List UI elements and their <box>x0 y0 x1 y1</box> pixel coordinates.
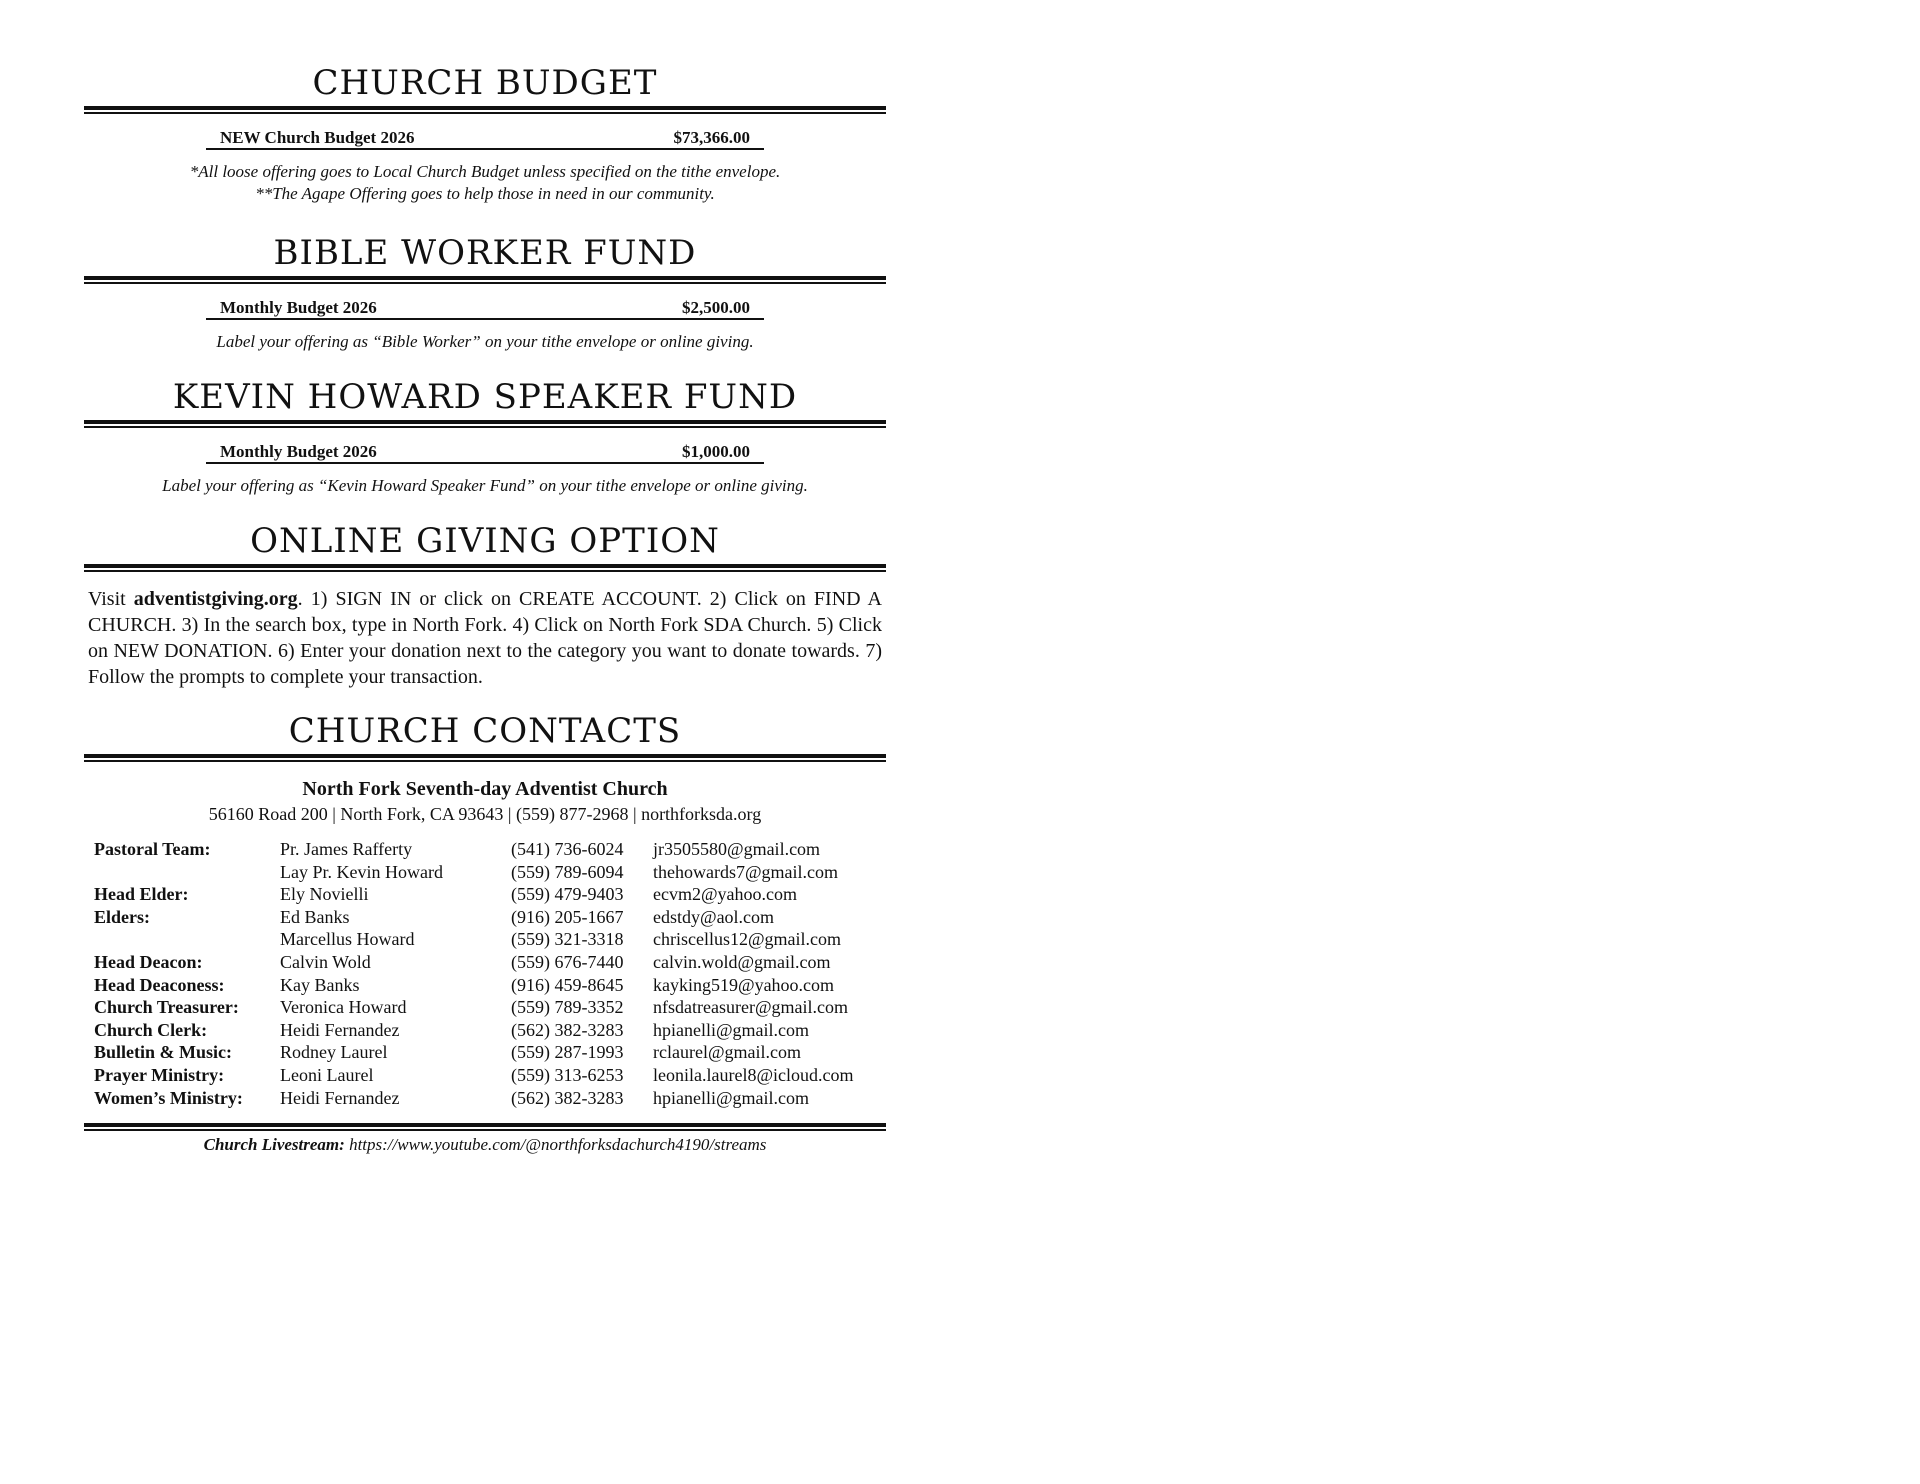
church-address: 56160 Road 200 | North Fork, CA 93643 | (559) 877-2968 | northforksda.org <box>208 804 762 824</box>
contact-email[interactable]: calvin.wold@gmail.com <box>653 951 831 972</box>
loose-offering-note: *All loose offering goes to Local Church Budget unless specified on the tithe envelope. <box>189 162 781 181</box>
section-divider <box>84 564 886 572</box>
contact-role <box>94 861 280 884</box>
contact-row <box>94 928 854 951</box>
contact-email[interactable]: hpianelli@gmail.com <box>653 1087 810 1108</box>
contact-name: Lay Pr. Kevin Howard <box>280 861 443 882</box>
contact-role: Head Deaconess: <box>94 974 225 995</box>
contact-name: Rodney Laurel <box>280 1042 388 1063</box>
contact-phone: (559) 313-6253 <box>511 1064 624 1085</box>
contact-role: Church Clerk: <box>94 1019 208 1040</box>
contact-phone: (562) 382-3283 <box>511 1087 624 1108</box>
contact-phone: (559) 321-3318 <box>511 929 624 950</box>
contact-row <box>94 1087 854 1110</box>
bible-worker-label: Monthly Budget 2026 <box>220 298 377 317</box>
contact-name: Ely Novielli <box>280 884 369 905</box>
contact-phone: (916) 459-8645 <box>511 974 624 995</box>
contact-name: Heidi Fernandez <box>280 1087 400 1108</box>
contact-email[interactable]: chriscellus12@gmail.com <box>653 929 842 950</box>
contact-phone: (541) 736-6024 <box>511 839 624 859</box>
bible-worker-amount: $2,500.00 <box>682 298 750 317</box>
section-divider <box>84 420 886 428</box>
contact-name: Pr. James Rafferty <box>280 839 413 859</box>
speaker-fund-heading: KEVIN HOWARD SPEAKER FUND <box>172 377 798 417</box>
contact-email[interactable]: rclaurel@gmail.com <box>653 1042 802 1063</box>
contact-email[interactable]: thehowards7@gmail.com <box>653 861 839 882</box>
contact-phone: (559) 789-3352 <box>511 997 624 1018</box>
contact-email[interactable]: edstdy@aol.com <box>653 906 775 927</box>
online-giving-instructions <box>88 586 882 690</box>
contact-email[interactable]: ecvm2@yahoo.com <box>653 884 798 905</box>
bible-worker-heading: BIBLE WORKER FUND <box>273 233 697 273</box>
speaker-fund-amount: $1,000.00 <box>682 442 750 461</box>
contact-email[interactable]: nfsdatreasurer@gmail.com <box>653 997 849 1018</box>
contact-row <box>94 1064 854 1087</box>
contact-email[interactable]: jr3505580@gmail.com <box>653 839 821 859</box>
contact-email[interactable]: hpianelli@gmail.com <box>653 1019 810 1040</box>
contact-role: Elders: <box>94 906 150 927</box>
speaker-fund-row <box>206 442 764 464</box>
speaker-fund-label: Monthly Budget 2026 <box>220 442 377 461</box>
church-name: North Fork Seventh-day Adventist Church <box>302 778 668 800</box>
contact-name: Ed Banks <box>280 906 350 927</box>
contact-role: Church Treasurer: <box>94 997 239 1018</box>
contact-phone: (559) 676-7440 <box>511 951 624 972</box>
contact-row <box>94 838 854 861</box>
contact-row <box>94 1041 854 1064</box>
church-budget-amount: $73,366.00 <box>673 128 750 147</box>
contact-phone: (559) 287-1993 <box>511 1042 624 1063</box>
contact-email[interactable]: kayking519@yahoo.com <box>653 974 835 995</box>
contact-name: Calvin Wold <box>280 951 371 972</box>
contact-role: Head Deacon: <box>94 951 203 972</box>
livestream-label: Church Livestream: <box>203 1135 345 1155</box>
contact-role: Head Elder: <box>94 884 189 905</box>
church-budget-label: NEW Church Budget 2026 <box>220 128 415 147</box>
footer-divider <box>84 1123 886 1131</box>
contact-row <box>94 974 854 997</box>
contacts-table <box>94 838 854 1109</box>
agape-offering-note: **The Agape Offering goes to help those in need in our community. <box>255 184 715 203</box>
contact-role: Bulletin & Music: <box>94 1042 232 1063</box>
contact-name: Kay Banks <box>280 974 360 995</box>
adventistgiving-link[interactable]: adventistgiving.org <box>133 588 298 610</box>
contact-row <box>94 1019 854 1042</box>
contact-role: Pastoral Team: <box>94 839 211 859</box>
bulletin-column <box>84 62 886 1157</box>
church-contacts-heading: CHURCH CONTACTS <box>288 711 682 751</box>
section-divider <box>84 106 886 114</box>
contact-row <box>94 906 854 929</box>
contact-row <box>94 951 854 974</box>
section-divider <box>84 754 886 762</box>
contact-name: Heidi Fernandez <box>280 1019 400 1040</box>
giving-steps-text: . 1) SIGN IN or click on CREATE ACCOUNT. 2) Click on FIND A CHURCH. 3) In the search box, type in North Fork. 4) Click on North Fork SDA Church. 5) Click on NEW DONATION. 6) Enter your donation next to the category you want to donate towards. 7) Follow the prompts to complete your transaction. <box>88 588 882 688</box>
contact-phone: (916) 205-1667 <box>511 906 624 927</box>
contact-email[interactable]: leonila.laurel8@icloud.com <box>653 1064 854 1085</box>
bible-worker-note: Label your offering as “Bible Worker” on your tithe envelope or online giving. <box>216 332 754 351</box>
contact-name: Leoni Laurel <box>280 1064 374 1085</box>
contact-name: Veronica Howard <box>280 997 407 1018</box>
contact-phone: (559) 789-6094 <box>511 861 624 882</box>
contact-phone: (562) 382-3283 <box>511 1019 624 1040</box>
livestream-url[interactable]: https://www.youtube.com/@northforksdachurch4190/streams <box>344 1135 767 1155</box>
speaker-fund-note: Label your offering as “Kevin Howard Speaker Fund” on your tithe envelope or online giving. <box>162 476 808 495</box>
visit-text: Visit <box>88 588 134 610</box>
church-budget-heading: CHURCH BUDGET <box>312 63 658 103</box>
contact-role: Women’s Ministry: <box>94 1087 243 1108</box>
contact-row <box>94 996 854 1019</box>
contact-name: Marcellus Howard <box>280 929 415 950</box>
online-giving-heading: ONLINE GIVING OPTION <box>250 521 720 561</box>
contact-row <box>94 883 854 906</box>
contact-phone: (559) 479-9403 <box>511 884 624 905</box>
contact-row <box>94 861 854 884</box>
church-budget-row <box>206 128 764 150</box>
contact-role <box>94 928 280 951</box>
section-divider <box>84 276 886 284</box>
contact-role: Prayer Ministry: <box>94 1064 225 1085</box>
bible-worker-row <box>206 298 764 320</box>
livestream-line <box>84 1133 886 1157</box>
